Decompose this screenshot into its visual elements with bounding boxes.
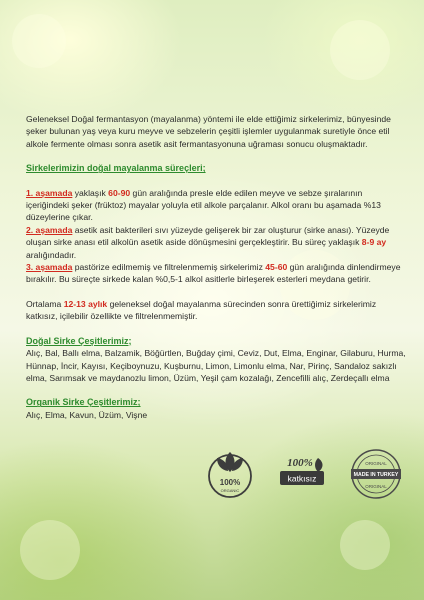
organic-badge <box>206 448 254 500</box>
step-2-months: 8-9 ay <box>361 237 387 248</box>
step-3-days: 45-60 <box>265 262 288 273</box>
summary-text-a: Ortalama <box>26 298 64 309</box>
seal-mid-text: MADE IN TURKEY <box>353 472 399 479</box>
katkisiz-badge-word: katkısız <box>287 473 317 484</box>
katkisiz-badge-graphic <box>274 454 330 496</box>
organic-list: Alıç, Elma, Kavun, Üzüm, Vişne <box>26 409 148 420</box>
step-1-label: 1. aşamada <box>26 187 73 198</box>
bokeh-light <box>12 14 66 68</box>
step-1-text-a: yaklaşık <box>72 187 109 198</box>
step-1-text-b: gün aralığında presle elde edilen meyve ve sebze şıralarının içeriğindeki şeker (früktoz) mayalar yoluyla etil alkole parçalanır. Alkol oranı bu aşamada %13 düzeylerine çıkar. <box>26 187 381 223</box>
bokeh-light <box>340 520 390 570</box>
step-2 <box>26 224 406 261</box>
bokeh-light <box>20 520 80 580</box>
summary-paragraph <box>26 298 406 323</box>
process-heading: Sirkelerimizin doğal mayalanma süreçleri; <box>26 163 206 174</box>
step-2-text-b: aralığındadır. <box>26 249 77 260</box>
intro-paragraph: Geleneksel Doğal fermantasyon (mayalanma) yöntemi ile elde ettiğimiz sirkelerimiz, bünyesinde şeker bulunan yaş veya kuru meyve ve sebzelerin çeşitli işlemler uygulanmak suretiyle önce etil alkole fermente olması sonra asetik asit fermantasyonuna uğraması sonucu oluşmaktadır. <box>26 114 391 149</box>
natural-list: Alıç, Bal, Ballı elma, Balzamik, Böğürtlen, Buğday çimi, Ceviz, Dut, Elma, Enginar, Gilaburu, Hurma, Hünnap, İncir, Kayısı, Keçiboynuzu, Kuşburnu, Limon, Limonlu elma, Nar, Pirinç, Sandaloz sakızlı elma, Sarımsak ve maydanozlu limon, Üzüm, Yeşil çam kozalağı, Zencefilli alıç, Zerdeçallı elma <box>26 348 406 383</box>
description-text <box>26 113 406 421</box>
step-3-text-b: gün aralığında dinlendirmeye bırakılır. Bu süreçte sirkede kalan %0,5-1 alkol asitlerle birleşerek esterleri meydana getirir. <box>26 262 401 285</box>
organic-badge-pct: 100% <box>219 478 241 487</box>
organic-badge-word: ORGANIC <box>220 488 240 493</box>
katkisiz-badge <box>274 454 330 496</box>
katkisiz-badge-pct: 100% <box>287 457 313 469</box>
summary-text-b: geleneksel doğal mayalanma sürecinden sonra ürettiğimiz sirkelerimiz katkısız, içilebilir özellikte ve filtrelenmemiştir. <box>26 298 377 322</box>
step-2-text-a: asetik asit bakterileri sıvı yüzeyde gelişerek bir zar oluşturur (sirke anası). Yüzeyde oluşan sirke anası etil alkolün asetik aside dönüşmesini gerçekleştirir. Bu süreç yaklaşık <box>26 224 390 248</box>
badges <box>200 448 410 502</box>
made-in-turkey-seal-graphic <box>350 448 402 500</box>
organic-heading: Organik Sirke Çeşitlerimiz; <box>26 397 141 408</box>
step-3-label: 3. aşamada <box>26 262 73 273</box>
step-1-days: 60-90 <box>108 187 131 198</box>
bokeh-light <box>330 20 390 80</box>
step-3 <box>26 261 406 286</box>
natural-heading: Doğal Sirke Çeşitlerimiz; <box>26 335 132 346</box>
seal-bottom-text: ORIGINAL <box>365 484 387 489</box>
step-2-label: 2. aşamada <box>26 224 73 235</box>
step-1 <box>26 187 406 224</box>
summary-months: 12-13 aylık <box>63 298 108 309</box>
organic-badge-graphic <box>206 448 254 500</box>
step-3-text-a: pastörize edilmemiş ve filtrelenmemiş sirkelerimiz <box>72 262 266 273</box>
seal-top-text: ORIGINAL <box>365 461 387 466</box>
made-in-turkey-seal <box>350 448 402 500</box>
